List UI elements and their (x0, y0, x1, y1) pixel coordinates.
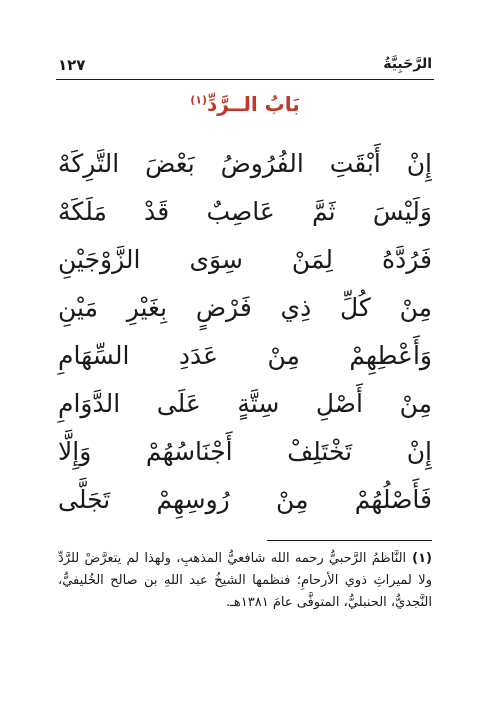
footnote-divider (267, 540, 432, 541)
verse-line: إِنْ أَبْقَتِ الفُرُوضُ بَعْضَ التَّرِكَهْ (58, 149, 432, 178)
footnote-number: (١) (412, 551, 432, 566)
verse-line: مِنْ كُلِّ ذِي فَرْضٍ بِغَيْرِ مَيْنِ (58, 293, 432, 322)
verse-line: فَأَصْلُهُمْ مِنْ رُوسِهِمْ تَجَلَّى (58, 485, 432, 514)
verse-line: وَلَيْسَ ثَمَّ عَاصِبٌ قَدْ مَلَكَهْ (58, 197, 432, 226)
running-header (58, 56, 432, 76)
chapter-title-text: بَابُ الــرَّدِّ (206, 92, 300, 116)
verse-line: إِنْ تَخْتَلِفْ أَجْنَاسُهُمْ وَإِلَّا (58, 437, 432, 466)
header-divider (56, 79, 434, 80)
page-number: ١٢٧ (58, 56, 86, 74)
poem-verses (58, 140, 432, 524)
verse-line: وَأَعْطِهِمْ مِنْ عَدَدِ السِّهَامِ (58, 341, 432, 370)
footnote-reference: (١) (190, 93, 207, 107)
footnote-text: النَّاظمُ الرَّحبيُّ رحمه الله شافعيُّ المذهبِ، ولهذا لم يتعرَّضْ للرَّدِّ ولا لميراثِ ذوي الأرحامِ؛ فنظمها الشيخُ عبد اللهِ بن صالح الخُليفيُّ، النَّجديُّ، الحنبليُّ، المتوفَّى عامَ ١٣٨١هـ. (58, 551, 432, 610)
verse-line: مِنْ أَصْلِ سِتَّةٍ عَلَى الدَّوَامِ (58, 389, 432, 418)
verse-line: فَرُدَّهُ لِمَنْ سِوَى الزَّوْجَيْنِ (58, 245, 432, 274)
footnote (58, 548, 432, 614)
chapter-title (0, 92, 490, 116)
running-title: الرَّحَبِيَّةُ (383, 56, 432, 72)
